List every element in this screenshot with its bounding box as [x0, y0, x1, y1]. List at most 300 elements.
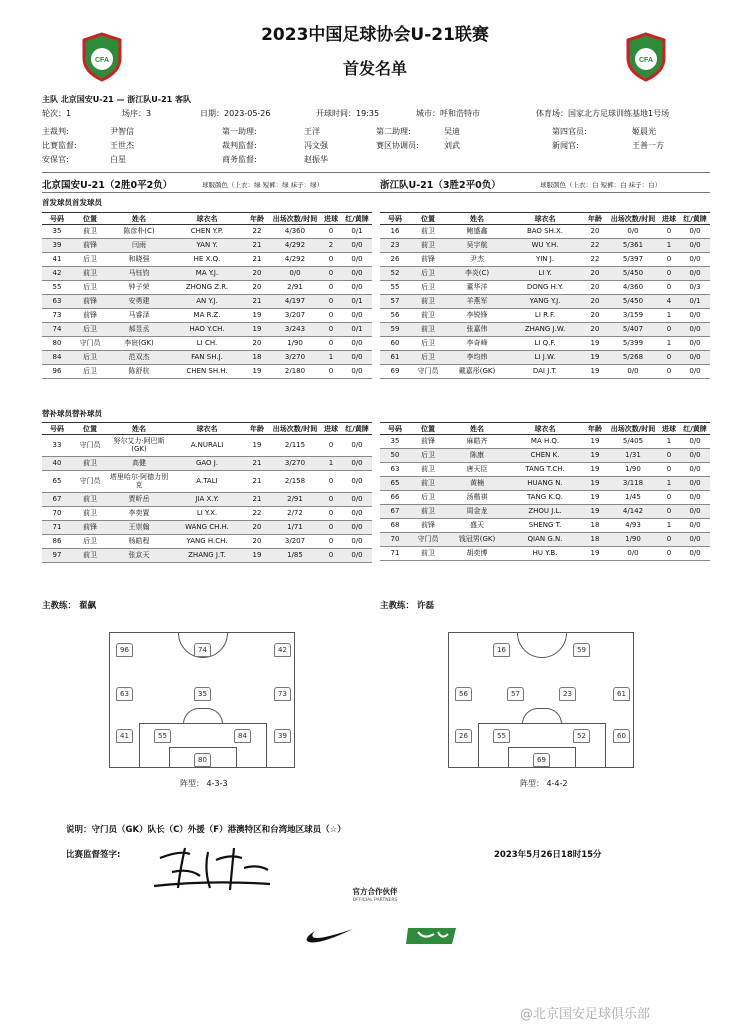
- goals: 0: [320, 521, 342, 535]
- jersey-name: TANG T.CH.: [508, 463, 582, 477]
- position: 前卫: [72, 493, 108, 507]
- cards: 0/0: [680, 505, 710, 519]
- official-role: 安保官:: [42, 155, 69, 164]
- goals: 0: [320, 323, 342, 337]
- appearances: 2/180: [270, 365, 320, 379]
- player-shirt-icon: 41: [116, 729, 133, 743]
- player-shirt-icon: 57: [507, 687, 524, 701]
- age: 19: [582, 477, 608, 491]
- position: 前锋: [72, 239, 108, 253]
- position: 前锋: [410, 519, 446, 533]
- cards: 0/0: [680, 533, 710, 547]
- position: 守门员: [410, 365, 446, 379]
- shirt-number: 65: [42, 471, 72, 493]
- player-name: 和晓强: [108, 253, 170, 267]
- player-row: [380, 463, 710, 477]
- divider: [42, 172, 710, 173]
- appearances: 5/399: [608, 337, 658, 351]
- official-role: 第一助理:: [222, 127, 257, 136]
- player-row: [42, 521, 372, 535]
- appearances: 5/450: [608, 267, 658, 281]
- position: 后卫: [72, 535, 108, 549]
- cards: 0/0: [342, 253, 372, 267]
- home-formation: 阵型： 4-3-3: [180, 779, 228, 788]
- player-row: [380, 239, 710, 253]
- official-role: 赛区协调员:: [376, 141, 419, 150]
- goals: 1: [320, 457, 342, 471]
- appearances: 4/292: [270, 253, 320, 267]
- jersey-name: LI CH.: [170, 337, 244, 351]
- jersey-name: CHEN Y.P.: [170, 225, 244, 239]
- starters-title: 首发球员首发球员: [42, 198, 102, 207]
- appearances: 0/0: [608, 365, 658, 379]
- cards: 0/0: [342, 267, 372, 281]
- player-row: [42, 239, 372, 253]
- appearances: 5/268: [608, 351, 658, 365]
- player-name: 李锐锋: [446, 309, 508, 323]
- age: 19: [582, 351, 608, 365]
- age: 19: [244, 549, 270, 563]
- shirt-number: 74: [42, 323, 72, 337]
- appearances: 5/450: [608, 295, 658, 309]
- player-shirt-icon: 42: [274, 643, 291, 657]
- player-name: 陈康: [446, 449, 508, 463]
- shirt-number: 61: [380, 351, 410, 365]
- position: 前卫: [410, 239, 446, 253]
- venue: 体育场：国家北方足球训练基地1号场: [536, 109, 670, 118]
- age: 20: [244, 337, 270, 351]
- cards: 0/3: [680, 281, 710, 295]
- match-date: 日期：2023-05-26: [200, 109, 271, 118]
- player-shirt-icon: 23: [559, 687, 576, 701]
- player-name: 陈彦朴(C): [108, 225, 170, 239]
- position: 前锋: [410, 253, 446, 267]
- cfa-badge-right: [624, 32, 668, 82]
- jersey-name: ZHONG Z.R.: [170, 281, 244, 295]
- away-formation: 阵型： 4-4-2: [520, 779, 568, 788]
- shirt-number: 42: [42, 267, 72, 281]
- appearances: 3/118: [608, 477, 658, 491]
- player-name: 周金龙: [446, 505, 508, 519]
- supervisor-signature-label: 比赛监督签字:: [66, 850, 121, 860]
- appearances: 0/0: [608, 225, 658, 239]
- goals: 1: [658, 477, 680, 491]
- player-name: 李奕置: [108, 507, 170, 521]
- player-row: [42, 295, 372, 309]
- column-header: 号码: [42, 213, 72, 225]
- age: 19: [244, 323, 270, 337]
- jersey-name: A.TALI: [170, 471, 244, 493]
- player-shirt-icon: 84: [234, 729, 251, 743]
- jersey-name: LI Y.X.: [170, 507, 244, 521]
- goals: 0: [320, 295, 342, 309]
- position: 后卫: [410, 491, 446, 505]
- goals: 1: [658, 337, 680, 351]
- position: 后卫: [72, 351, 108, 365]
- position: 前卫: [410, 505, 446, 519]
- player-name: 张京天: [108, 549, 170, 563]
- player-name: 贾昕岳: [108, 493, 170, 507]
- official-role: 主裁判:: [42, 127, 69, 136]
- jersey-name: WANG CH.H.: [170, 521, 244, 535]
- jersey-name: DAI J.T.: [508, 365, 582, 379]
- column-header: 姓名: [446, 423, 508, 435]
- shirt-number: 60: [380, 337, 410, 351]
- shirt-number: 71: [380, 547, 410, 561]
- appearances: 3/159: [608, 309, 658, 323]
- player-name: 李均炜: [446, 351, 508, 365]
- jersey-name: HAO Y.CH.: [170, 323, 244, 337]
- goals: 0: [320, 535, 342, 549]
- away-formation-pitch: [448, 632, 634, 768]
- player-row: [380, 533, 710, 547]
- jersey-name: YANG Y.J.: [508, 295, 582, 309]
- jersey-name: ZHOU J.L.: [508, 505, 582, 519]
- player-shirt-icon: 61: [613, 687, 630, 701]
- position: 守门员: [72, 435, 108, 457]
- player-shirt-icon: 69: [533, 753, 550, 767]
- age: 19: [244, 435, 270, 457]
- position: 后卫: [410, 281, 446, 295]
- column-header: 姓名: [446, 213, 508, 225]
- shirt-number: 69: [380, 365, 410, 379]
- player-row: [380, 519, 710, 533]
- column-header: 年龄: [582, 423, 608, 435]
- age: 19: [582, 491, 608, 505]
- shirt-number: 16: [380, 225, 410, 239]
- player-row: [380, 323, 710, 337]
- jersey-name: HE X.Q.: [170, 253, 244, 267]
- position: 前卫: [410, 295, 446, 309]
- position: 后卫: [72, 253, 108, 267]
- jersey-name: GAO J.: [170, 457, 244, 471]
- player-row: [380, 351, 710, 365]
- position: 前卫: [72, 225, 108, 239]
- player-row: [380, 491, 710, 505]
- legend-note: 说明：守门员（GK）队长（C）外援（F）港澳特区和台湾地区球员（☆）: [66, 825, 346, 835]
- player-name: 唐天臣: [446, 463, 508, 477]
- age: 19: [582, 547, 608, 561]
- player-shirt-icon: 35: [194, 687, 211, 701]
- column-header: 年龄: [244, 423, 270, 435]
- player-name: 王崇翰: [108, 521, 170, 535]
- jersey-name: JIA X.Y.: [170, 493, 244, 507]
- column-header: 姓名: [108, 213, 170, 225]
- player-name: 塔里哈尔·阿德力别克: [108, 471, 170, 493]
- home-team-header: 北京国安U-21（2胜0平2负）: [42, 180, 173, 191]
- cards: 0/0: [680, 463, 710, 477]
- jersey-name: YANG H.CH.: [170, 535, 244, 549]
- age: 18: [582, 519, 608, 533]
- age: 20: [582, 225, 608, 239]
- column-header: 球衣名: [170, 213, 244, 225]
- goals: 0: [320, 267, 342, 281]
- player-shirt-icon: 60: [613, 729, 630, 743]
- partners-title: 官方合作伙伴: [352, 887, 398, 896]
- player-row: [380, 281, 710, 295]
- position: 后卫: [72, 323, 108, 337]
- player-name: 马钰钧: [108, 267, 170, 281]
- age: 19: [582, 449, 608, 463]
- appearances: 4/360: [608, 281, 658, 295]
- goals: 0: [320, 309, 342, 323]
- appearances: 4/292: [270, 239, 320, 253]
- goals: 0: [320, 507, 342, 521]
- column-header: 球衣名: [170, 423, 244, 435]
- player-row: [42, 281, 372, 295]
- goals: 4: [658, 295, 680, 309]
- jersey-name: DONG H.Y.: [508, 281, 582, 295]
- jersey-name: LI J.W.: [508, 351, 582, 365]
- svg-text:CFA: CFA: [95, 57, 109, 64]
- official-name: 王世杰: [110, 141, 134, 150]
- goals: 0: [658, 533, 680, 547]
- goals: 0: [658, 267, 680, 281]
- shirt-number: 96: [42, 365, 72, 379]
- goals: 1: [658, 435, 680, 449]
- field-no: 场序：3: [122, 109, 152, 118]
- column-header: 号码: [380, 213, 410, 225]
- column-header: 红/黄牌: [342, 213, 372, 225]
- appearances: 1/31: [608, 449, 658, 463]
- cards: 0/0: [680, 309, 710, 323]
- player-name: 钟子荣: [108, 281, 170, 295]
- player-shirt-icon: 16: [493, 643, 510, 657]
- match-line: 主队 北京国安U-21 — 浙江队U-21 客队: [42, 95, 192, 104]
- player-row: [380, 253, 710, 267]
- jersey-name: ZHANG J.W.: [508, 323, 582, 337]
- jersey-name: CHEN K.: [508, 449, 582, 463]
- position: 后卫: [410, 449, 446, 463]
- age: 18: [582, 533, 608, 547]
- position: 前卫: [410, 477, 446, 491]
- shirt-number: 70: [42, 507, 72, 521]
- player-name: 陈舒杭: [108, 365, 170, 379]
- sheet-title: 首发名单: [342, 59, 407, 78]
- position: 前卫: [72, 457, 108, 471]
- goals: 1: [658, 519, 680, 533]
- cards: 0/0: [342, 457, 372, 471]
- goals: 0: [658, 225, 680, 239]
- shirt-number: 33: [42, 435, 72, 457]
- away-kit: 球服颜色（上衣：白 短裤：白 袜子：白）: [540, 181, 662, 189]
- player-shirt-icon: 96: [116, 643, 133, 657]
- position: 前锋: [72, 521, 108, 535]
- player-shirt-icon: 55: [493, 729, 510, 743]
- shirt-number: 40: [42, 457, 72, 471]
- player-name: 汤楷祺: [446, 491, 508, 505]
- jersey-name: A.NURALI: [170, 435, 244, 457]
- age: 19: [582, 435, 608, 449]
- appearances: 1/90: [270, 337, 320, 351]
- appearances: 1/71: [270, 521, 320, 535]
- round: 轮次：1: [42, 109, 72, 118]
- player-name: 董华洋: [446, 281, 508, 295]
- away-team-header: 浙江队U-21（3胜2平0负）: [380, 180, 501, 191]
- player-row: [380, 477, 710, 491]
- goals: 0: [320, 365, 342, 379]
- shirt-number: 86: [42, 535, 72, 549]
- column-header: 年龄: [582, 213, 608, 225]
- player-name: 高健: [108, 457, 170, 471]
- shirt-number: 39: [42, 239, 72, 253]
- jersey-name: ZHANG J.T.: [170, 549, 244, 563]
- shirt-number: 35: [380, 435, 410, 449]
- jersey-name: LI Y.: [508, 267, 582, 281]
- player-row: [42, 457, 372, 471]
- cards: 0/0: [680, 239, 710, 253]
- appearances: 5/397: [608, 253, 658, 267]
- away-subs-table: [380, 422, 710, 561]
- player-name: 尹杰: [446, 253, 508, 267]
- age: 22: [582, 239, 608, 253]
- position: 前锋: [410, 435, 446, 449]
- column-header: 出场次数/时间: [270, 213, 320, 225]
- player-shirt-icon: 56: [455, 687, 472, 701]
- jersey-name: LI R.F.: [508, 309, 582, 323]
- age: 20: [582, 295, 608, 309]
- cards: 0/0: [680, 337, 710, 351]
- age: 21: [244, 295, 270, 309]
- player-name: 闫雨: [108, 239, 170, 253]
- position: 后卫: [410, 337, 446, 351]
- age: 20: [244, 535, 270, 549]
- player-row: [42, 337, 372, 351]
- cards: 0/0: [342, 337, 372, 351]
- jersey-name: BAO SH.X.: [508, 225, 582, 239]
- shirt-number: 67: [42, 493, 72, 507]
- watermark: @北京国安足球俱乐部: [520, 1007, 651, 1022]
- goals: 0: [320, 493, 342, 507]
- age: 19: [582, 337, 608, 351]
- position: 后卫: [410, 351, 446, 365]
- cards: 0/0: [680, 491, 710, 505]
- player-row: [380, 365, 710, 379]
- nike-logo: [305, 925, 355, 947]
- goals: 0: [320, 471, 342, 493]
- shirt-number: 66: [380, 491, 410, 505]
- column-header: 号码: [380, 423, 410, 435]
- player-row: [42, 507, 372, 521]
- home-kit: 球服颜色（上衣：绿 短裤：绿 袜子：绿）: [202, 181, 324, 189]
- appearances: 2/91: [270, 493, 320, 507]
- official-role: 商务监督:: [222, 155, 257, 164]
- shirt-number: 73: [42, 309, 72, 323]
- cards: 0/1: [342, 295, 372, 309]
- goals: 0: [658, 463, 680, 477]
- player-row: [42, 435, 372, 457]
- player-name: 李宸(GK): [108, 337, 170, 351]
- official-name: 王善一方: [632, 141, 664, 150]
- age: 19: [582, 365, 608, 379]
- player-name: 麻皓齐: [446, 435, 508, 449]
- player-shirt-icon: 39: [274, 729, 291, 743]
- away-coach: 主教练： 许磊: [380, 601, 434, 611]
- goals: 0: [320, 281, 342, 295]
- official-role: 比赛监督:: [42, 141, 77, 150]
- player-name: 安勇建: [108, 295, 170, 309]
- shirt-number: 97: [42, 549, 72, 563]
- cards: 0/0: [680, 253, 710, 267]
- official-name: 冯文强: [304, 141, 328, 150]
- position: 前卫: [410, 309, 446, 323]
- column-header: 进球: [658, 423, 680, 435]
- goals: 0: [658, 449, 680, 463]
- goals: 0: [320, 225, 342, 239]
- goals: 0: [320, 549, 342, 563]
- column-header: 出场次数/时间: [608, 423, 658, 435]
- appearances: 0/0: [608, 547, 658, 561]
- player-row: [42, 225, 372, 239]
- position: 前锋: [72, 309, 108, 323]
- kickoff-time: 开球时间：19:35: [316, 109, 380, 118]
- age: 20: [582, 309, 608, 323]
- jersey-name: LI Q.F.: [508, 337, 582, 351]
- column-header: 进球: [320, 213, 342, 225]
- jersey-name: HUANG N.: [508, 477, 582, 491]
- column-header: 红/黄牌: [680, 423, 710, 435]
- appearances: 3/270: [270, 351, 320, 365]
- goals: 0: [658, 323, 680, 337]
- player-row: [42, 253, 372, 267]
- age: 20: [244, 521, 270, 535]
- age: 19: [582, 463, 608, 477]
- position: 前卫: [72, 549, 108, 563]
- appearances: 1/85: [270, 549, 320, 563]
- player-row: [380, 505, 710, 519]
- player-name: 黄楠: [446, 477, 508, 491]
- player-name: 鲍盛鑫: [446, 225, 508, 239]
- shirt-number: 67: [380, 505, 410, 519]
- shirt-number: 65: [380, 477, 410, 491]
- age: 20: [582, 323, 608, 337]
- goals: 0: [658, 253, 680, 267]
- column-header: 号码: [42, 423, 72, 435]
- cards: 0/0: [680, 449, 710, 463]
- position: 前卫: [410, 323, 446, 337]
- appearances: 2/158: [270, 471, 320, 493]
- shirt-number: 41: [42, 253, 72, 267]
- official-name: 刘武: [444, 141, 460, 150]
- player-name: 杨皓程: [108, 535, 170, 549]
- appearances: 5/405: [608, 435, 658, 449]
- position: 前卫: [410, 547, 446, 561]
- cfa-badge-left: [80, 32, 124, 82]
- shirt-number: 50: [380, 449, 410, 463]
- player-name: 张嘉伟: [446, 323, 508, 337]
- player-name: 李奇峰: [446, 337, 508, 351]
- position: 守门员: [72, 471, 108, 493]
- goals: 0: [320, 435, 342, 457]
- jersey-name: MA R.Z.: [170, 309, 244, 323]
- column-header: 红/黄牌: [342, 423, 372, 435]
- appearances: 1/90: [608, 533, 658, 547]
- home-starters-table: [42, 212, 372, 379]
- appearances: 3/270: [270, 457, 320, 471]
- player-shirt-icon: 52: [573, 729, 590, 743]
- appearances: 2/115: [270, 435, 320, 457]
- cards: 0/0: [342, 351, 372, 365]
- player-row: [380, 435, 710, 449]
- appearances: 4/142: [608, 505, 658, 519]
- cards: 0/0: [680, 519, 710, 533]
- position: 守门员: [410, 533, 446, 547]
- player-shirt-icon: 63: [116, 687, 133, 701]
- league-title: 2023中国足球协会U-21联赛: [261, 25, 489, 45]
- position: 后卫: [410, 267, 446, 281]
- goals: 0: [658, 365, 680, 379]
- position: 后卫: [72, 281, 108, 295]
